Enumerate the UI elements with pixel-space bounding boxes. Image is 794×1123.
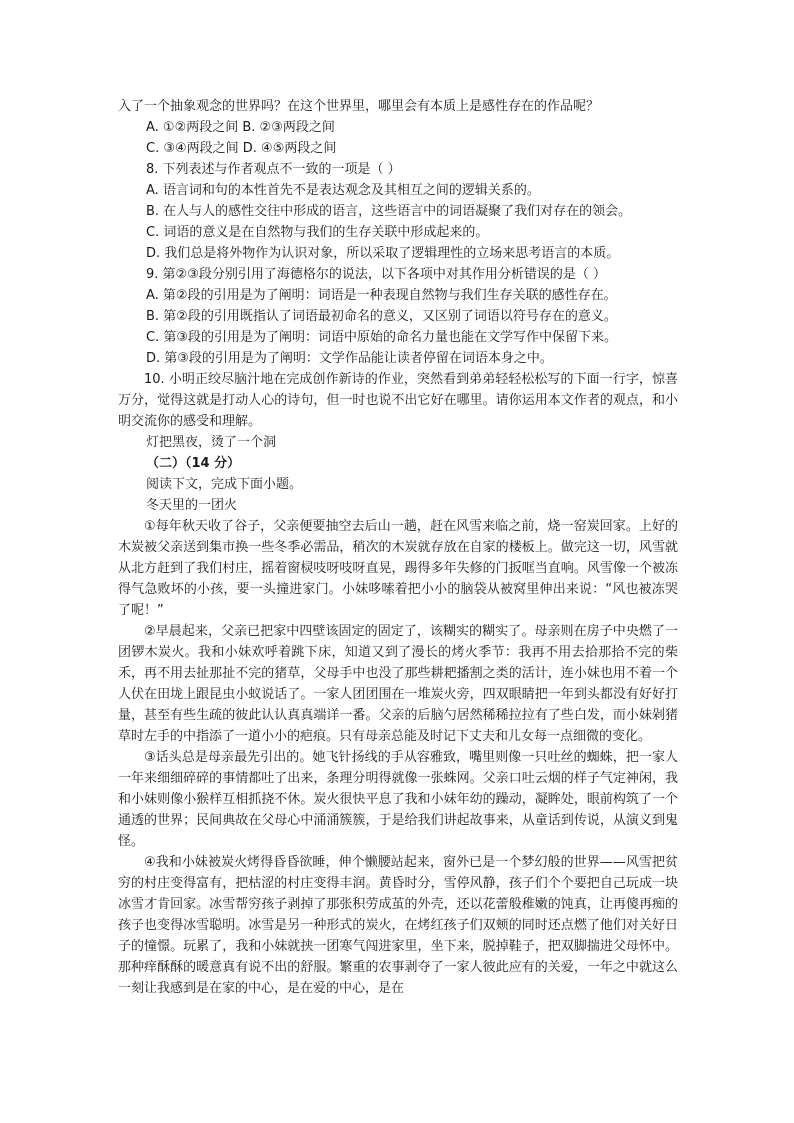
article-paragraph-1: ①每年秋天收了谷子，父亲便要抽空去后山一趟，赶在风雪来临之前，烧一窑炭回家。上好的木炭被父亲送到集市换一些冬季必需品，稍次的木炭就存放在自家的楼板上。做完这一切，风雪就从北方赶到了我们村庄，摇着窗棂吱呀吱呀直晃，踢得多年失修的门扳哐当直响。风雪像一个被冻得气急败坏的小孩，要一头撞进家门。小妹哆嗦着把小小的脑袋从被窝里伸出来说：“风也被冻哭了呢！”	[118, 519, 678, 618]
q8-option-a: A. 语言词和句的本性首先不是表达观念及其相互之间的逻辑关系的。	[146, 183, 540, 198]
q9-option-a: A. 第②段的引用是为了阐明：词语是一种表现自然物与我们生存关联的感性存在。	[146, 288, 617, 303]
q9-option-b: B. 第②段的引用既指认了词语最初命名的意义，又区别了词语以符号存在的意义。	[146, 309, 617, 324]
intro-tail: 入了一个抽象观念的世界吗？在这个世界里，哪里会有本质上是感性存在的作品呢？	[118, 99, 600, 114]
q9-stem: 9. 第②③段分别引用了海德格尔的说法，以下各项中对其作用分析错误的是（ ）	[146, 267, 606, 282]
section-heading: （二）（14 分）	[146, 456, 241, 471]
q7-option-row-1: A. ①②两段之间 B. ②③两段之间	[146, 120, 335, 135]
q8-option-d: D. 我们总是将外物作为认识对象，所以采取了逻辑理性的立场来思考语言的本质。	[146, 246, 620, 261]
section-instruction: 阅读下文，完成下面小题。	[146, 477, 303, 492]
article-paragraph-4: ④我和小妹被炭火烤得昏昏欲睡，伸个懒腰站起来，窗外已是一个梦幻般的世界——风雪把贫穷的村庄变得富有，把枯涩的村庄变得丰润。黄昏时分，雪停风静，孩子们个个要把自己玩成一块冰雪才肯回家。冰雪帮穷孩子剥掉了那张积劳成茧的外壳，还以花蕾般稚嫩的饨真，让再傻再痴的孩子也变得冰雪聪明。冰雪是另一种形式的炭火，在烤红孩子们双颊的同时还点燃了他们对关好日子的憧憬。玩累了，我和小妹就挟一团寒气闯进家里，坐下来，脱掉鞋子，把双脚揣进父母怀中。那种痒酥酥的暖意真有说不出的舒服。繁重的农事剥夺了一家人彼此应有的关爱，一年之中就这么一刻让我感到是在家的中心，是在爱的中心，是在	[118, 855, 678, 996]
exam-page	[118, 96, 678, 999]
q8-stem: 8. 下列表述与作者观点不一致的一项是（ ）	[146, 162, 401, 177]
article-paragraph-3: ③话头总是母亲最先引出的。她飞针扬线的手从容雅致，嘴里则像一只吐丝的蜘蛛，把一家人一年来细细碎碎的事情都吐了出来，条理分明得就像一张蛛网。父亲口吐云烟的样子气定神闲，我和小妹则像小猴样互相抓挠不休。炭火很快平息了我和小妹年幼的躁动，凝眸处，眼前构筑了一个通透的世界；民间典故在父母心中涌涌簇簇，于是给我们讲起故事来，从童话到传说，从演义到鬼怪。	[118, 750, 678, 849]
q8-option-c: C. 词语的意义是在自然物与我们的生存关联中形成起来的。	[146, 225, 489, 240]
article-paragraph-2: ②早晨起来，父亲已把家中四壁该固定的固定了，该糊实的糊实了。母亲则在房子中央燃了一团锣木炭火。我和小妹欢呼着跳下床，知道又到了漫长的烤火季节：我再不用去拾那拾不完的柴禾，再不用去扯那扯不完的猪草，父母手中也没了那些耕耙播割之类的活计，连小妹也用不着一个人伏在田垅上跟昆虫小蚁说话了。一家人团团围在一堆炭火旁，四双眼睛把一年到头都没有好好打量，甚至有些生疏的彼此认认真真端详一番。父亲的后脑勺居然稀稀拉拉有了些白发，而小妹剁猪草时左手的中指添了一道小小的疤痕。只有母亲总能及时记下丈夫和儿女每一点细微的变化。	[118, 624, 678, 744]
q8-option-b: B. 在人与人的感性交往中形成的语言，这些语言中的词语凝聚了我们对存在的领会。	[146, 204, 632, 219]
q9-option-c: C. 第③段的引用是为了阐明：词语中原始的命名力量也能在文学写作中保留下来。	[146, 330, 617, 345]
q10-poem-line: 灯把黑夜，烫了一个洞	[146, 435, 277, 450]
q9-option-d: D. 第③段的引用是为了阐明：文学作品能让读者停留在词语本身之中。	[146, 351, 553, 366]
article-title: 冬天里的一团火	[146, 498, 238, 513]
q10-stem: 10. 小明正绞尽脑汁地在完成创作新诗的作业，突然看到弟弟轻轻松松写的下面一行字，惊喜万分，觉得这就是打动人心的诗句，但一时也说不出它好在哪里。请你运用本文作者的观点，和小明交流你的感受和理解。	[118, 372, 678, 429]
q7-option-row-2: C. ③④两段之间 D. ④⑤两段之间	[146, 141, 337, 156]
